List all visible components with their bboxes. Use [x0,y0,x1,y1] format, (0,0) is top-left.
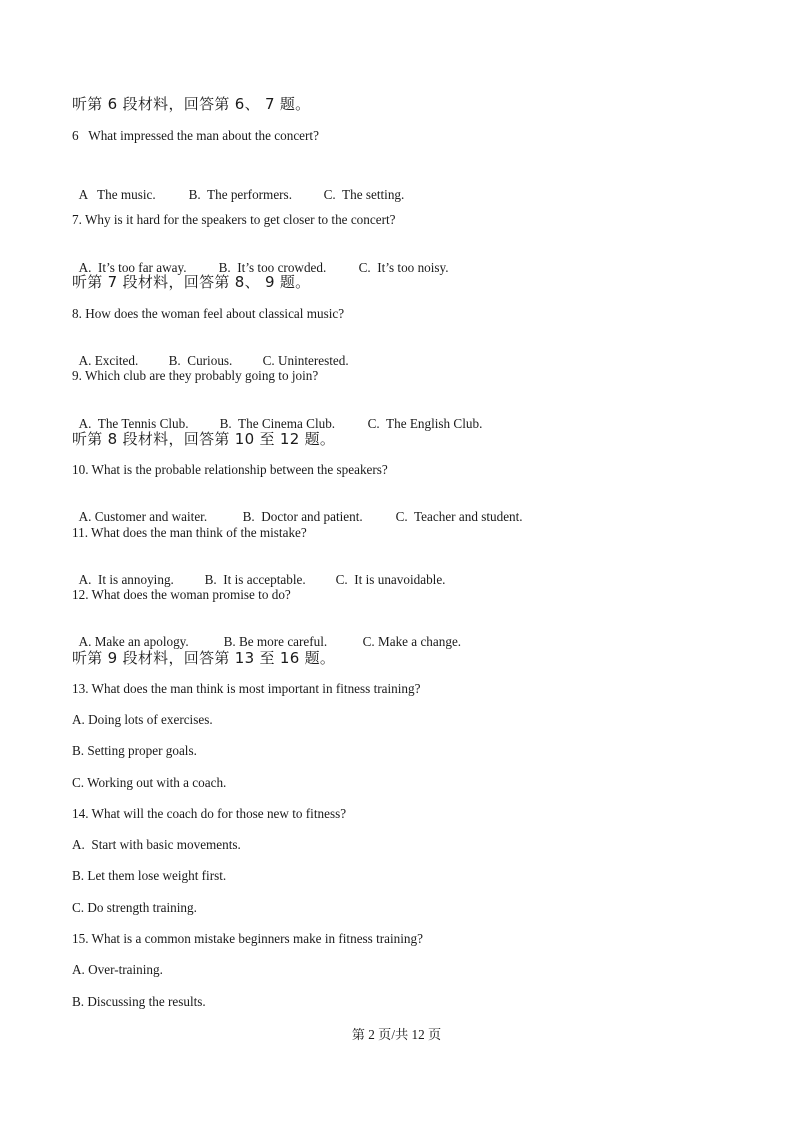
option-c: C. Make a change. [362,634,462,649]
question-options [72,493,523,525]
option-a: A. Make an apology. [78,634,189,649]
option-b: B. Doctor and patient. [242,509,363,524]
option-c: C. The English Club. [367,416,483,431]
question-stem: 9. Which club are they probably going to join? [72,368,319,383]
section-heading: 听第 9 段材料，回答第 13 至 16 题。 [72,649,336,667]
section-heading: 听第 8 段材料，回答第 10 至 12 题。 [72,430,336,448]
option-a: A. Start with basic movements. [72,837,241,852]
option-b: B. Curious. [168,353,233,368]
option-a: A. The Tennis Club. [78,416,189,431]
question-options [72,556,445,588]
question-stem: 12. What does the woman promise to do? [72,587,291,602]
section-heading: 听第 6 段材料，回答第 6、 7 题。 [72,95,311,113]
page-footer: 第 2 页/共 12 页 [351,1027,442,1042]
option-b: B. Setting proper goals. [72,743,197,758]
option-b: B. Be more careful. [223,634,328,649]
option-a: A. Excited. [78,353,139,368]
option-b: B. Discussing the results. [72,994,206,1009]
option-b: B. It’s too crowded. [218,260,327,275]
question-stem: 6 What impressed the man about the concert? [72,128,319,143]
question-options [72,618,461,650]
option-c: C. Uninterested. [262,353,349,368]
option-a: A. Doing lots of exercises. [72,712,213,727]
question-options [72,400,482,432]
option-a: A. It is annoying. [78,572,174,587]
option-c: C. It’s too noisy. [358,260,449,275]
question-stem: 14. What will the coach do for those new to fitness? [72,806,347,821]
option-c: C. Teacher and student. [395,509,523,524]
question-stem: 10. What is the probable relationship between the speakers? [72,462,388,477]
question-options [72,244,449,276]
option-c: C. The setting. [323,187,405,202]
question-stem: 11. What does the man think of the mistake? [72,525,307,540]
option-a: A. Customer and waiter. [78,509,208,524]
question-options [72,337,349,369]
option-b: B. Let them lose weight first. [72,868,227,883]
question-stem: 13. What does the man think is most important in fitness training? [72,681,421,696]
question-stem: 15. What is a common mistake beginners make in fitness training? [72,931,423,946]
question-options [72,171,404,203]
option-c: C. It is unavoidable. [335,572,446,587]
option-c: C. Do strength training. [72,900,197,915]
option-a: A. Over-training. [72,962,163,977]
question-stem: 7. Why is it hard for the speakers to get closer to the concert? [72,212,396,227]
option-b: B. The Cinema Club. [219,416,336,431]
option-a: A. It’s too far away. [78,260,187,275]
option-b: B. The performers. [188,187,292,202]
option-c: C. Working out with a coach. [72,775,227,790]
option-b: B. It is acceptable. [204,572,306,587]
question-stem: 8. How does the woman feel about classical music? [72,306,345,321]
section-heading: 听第 7 段材料，回答第 8、 9 题。 [72,273,311,291]
option-a: A The music. [78,187,156,202]
